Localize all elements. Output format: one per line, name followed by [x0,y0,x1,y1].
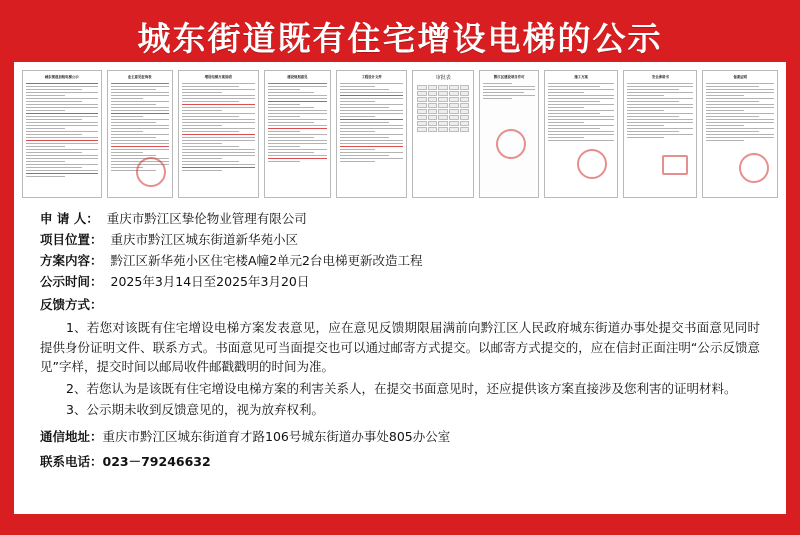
feedback-item-2: 2、若您认为是该既有住宅增设电梯方案的利害关系人，在提交书面意见时，还应提供该方案直接涉及您利害的证明材料。 [66,380,737,396]
feedback-item-3: 3、公示期未收到反馈意见的，视为放弃权利。 [66,402,324,417]
document-caption: 城东街道加装电梯公示 [44,75,79,79]
document-thumbnail[interactable] [107,70,173,198]
document-caption: 安全承诺书 [651,75,669,79]
document-thumbnail[interactable] [22,70,102,198]
document-caption: 业主意见征询表 [127,75,152,79]
contact-phone-value: 023－79246632 [102,453,211,469]
document-thumbnail[interactable] [412,70,474,198]
document-thumbnail[interactable] [479,70,539,198]
feedback-item-1: 1、若您对该既有住宅增设电梯方案发表意见，应在意见反馈期限届满前向黔江区人民政府城东街道办事处提交书面意见同时提供身份证明文件、联系方式。书面意见可当面提交也可以通过邮寄方式提交。以邮寄方式提交的，应在信封正面注明“公示反馈意见”字样，提交时间以邮局收件邮戳戳明的时间为准。 [40,320,760,374]
document-thumbnail[interactable] [623,70,697,198]
document-thumbnail-strip [22,70,778,198]
document-caption: 审批表 [435,75,451,81]
document-thumbnail[interactable] [264,70,332,198]
notice-sheet [14,62,786,514]
field-period [40,271,760,292]
field-scheme [40,250,760,271]
document-body-lines [548,83,614,194]
field-scheme-label: 方案内容： [40,253,103,268]
red-seal-stamp [662,155,688,175]
contact-phone [40,451,760,472]
document-thumbnail[interactable] [178,70,259,198]
document-thumbnail[interactable] [544,70,618,198]
document-caption: 建设规划意见 [287,75,308,79]
document-caption: 备案证明 [733,75,748,79]
document-body-lines [340,83,403,194]
document-body-lines [26,83,98,194]
field-period-label: 公示时间： [40,274,103,289]
document-body-lines [627,83,693,194]
notice-body [22,198,778,472]
field-applicant-value: 重庆市黔江区挚伦物业管理有限公司 [106,211,307,226]
field-location [40,229,760,250]
poster-title-bar [14,10,786,62]
field-period-value: 2025年3月14日至2025年3月20日 [110,274,310,289]
red-seal-stamp [739,153,769,183]
document-body-lines [268,83,328,194]
field-location-value: 重庆市黔江区城东街道新华苑小区 [110,232,299,247]
document-form-grid [417,85,469,193]
document-caption: 增设电梯方案说明 [204,75,232,79]
contact-address-label: 通信地址： [40,428,103,444]
page-title: 城东街道既有住宅增设电梯的公示 [137,18,663,58]
document-body-lines [182,83,255,194]
contact-phone-label: 联系电话： [40,453,103,469]
field-location-label: 项目位置： [40,232,103,247]
document-caption: 黔江区建设项目许可 [493,75,525,79]
document-thumbnail[interactable] [336,70,407,198]
contact-address [40,426,760,447]
contact-address-value: 重庆市黔江区城东街道育才路106号城东街道办事处805办公室 [102,428,451,444]
document-thumbnail[interactable] [702,70,778,198]
field-applicant [40,208,760,229]
field-scheme-value: 黔江区新华苑小区住宅楼A幢2单元2台电梯更新改造工程 [110,253,423,268]
document-caption: 工程设计文件 [361,75,382,79]
feedback-title: 反馈方式： [40,297,103,312]
field-applicant-label: 申 请 人： [40,211,99,226]
red-seal-stamp [136,157,166,187]
document-caption: 施工方案 [574,75,588,79]
